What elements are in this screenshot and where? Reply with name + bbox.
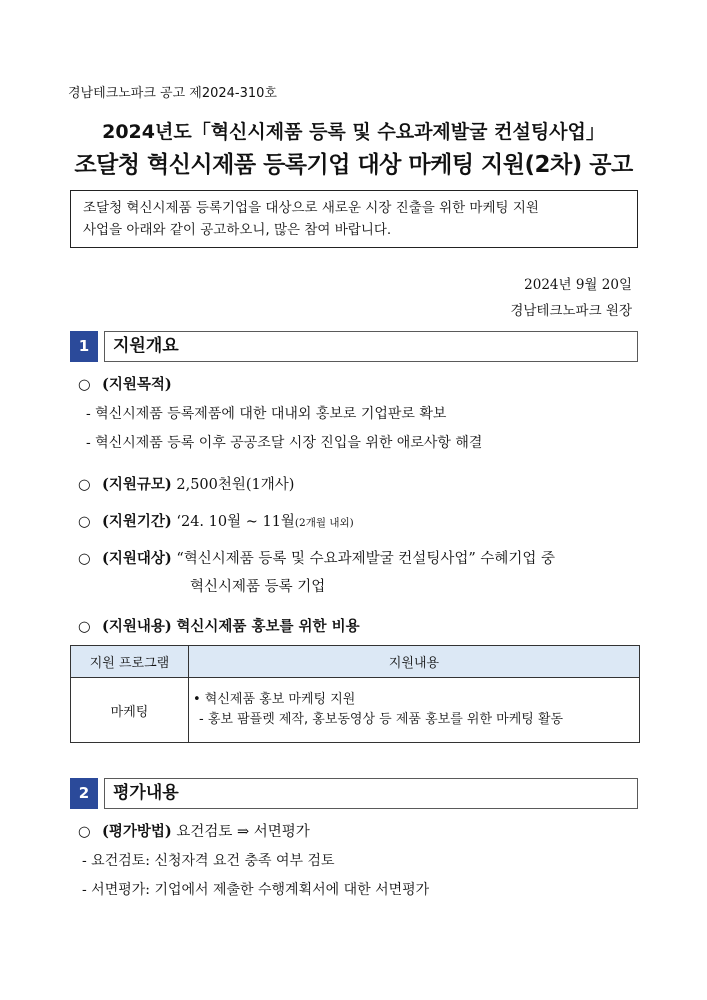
bullet: ○ bbox=[78, 619, 91, 635]
detail-line: - 홍보 팜플렛 제작, 홍보동영상 등 제품 홍보를 위한 마케팅 활동 bbox=[199, 712, 564, 727]
issuer-name: 경남테크노파크 원장 bbox=[510, 303, 632, 319]
evaluation-sub-item: - 서면평가: 기업에서 제출한 수행계획서에 대한 서면평가 bbox=[82, 882, 430, 898]
intro-line: 사업을 아래와 같이 공고하오니, 많은 참여 바랍니다. bbox=[83, 222, 392, 238]
bullet: ○ bbox=[78, 477, 91, 493]
bullet: ○ bbox=[78, 514, 91, 530]
purpose-label: (지원목적) bbox=[102, 376, 172, 393]
section-number: 1 bbox=[70, 331, 98, 362]
notice-date: 2024년 9월 20일 bbox=[524, 277, 632, 293]
content-value: 혁신시제품 홍보를 위한 비용 bbox=[176, 618, 360, 635]
period-value: ‘24. 10월 ~ 11월 bbox=[176, 514, 295, 530]
support-program-table bbox=[70, 645, 640, 743]
target-value: “혁신시제품 등록 및 수요과제발굴 컨설팅사업” 수혜기업 중 bbox=[176, 551, 556, 567]
section-1-header bbox=[70, 331, 638, 362]
bullet: ○ bbox=[78, 824, 91, 840]
scale-label: (지원규모) bbox=[102, 476, 172, 493]
detail-line: • 혁신제품 홍보 마케팅 지원 bbox=[193, 692, 356, 707]
notice-title-sub: 조달청 혁신시제품 등록기업 대상 마케팅 지원(2차) 공고 bbox=[74, 152, 633, 178]
section-number: 2 bbox=[70, 778, 98, 809]
purpose-item bbox=[78, 373, 172, 394]
method-label: (평가방법) bbox=[102, 823, 172, 840]
period-label: (지원기간) bbox=[102, 513, 172, 530]
intro-box bbox=[70, 190, 638, 248]
target-item bbox=[78, 547, 555, 568]
content-label: (지원내용) bbox=[102, 618, 172, 635]
table-header: 지원 프로그램 bbox=[71, 646, 189, 678]
section-title: 지원개요 bbox=[104, 331, 638, 362]
program-cell: 마케팅 bbox=[71, 678, 189, 743]
target-continuation: 혁신시제품 등록 기업 bbox=[190, 579, 326, 595]
period-note: (2개월 내외) bbox=[294, 517, 354, 529]
scale-item bbox=[78, 473, 294, 494]
bullet: ○ bbox=[78, 377, 91, 393]
section-2-header bbox=[70, 778, 638, 809]
period-item bbox=[78, 510, 354, 531]
target-label: (지원대상) bbox=[102, 550, 172, 567]
purpose-sub-item: - 혁신시제품 등록 이후 공공조달 시장 진입을 위한 애로사항 해결 bbox=[86, 435, 483, 451]
table-row bbox=[71, 678, 640, 743]
notice-title-main: 2024년도「혁신시제품 등록 및 수요과제발굴 컨설팅사업」 bbox=[102, 121, 605, 143]
bullet: ○ bbox=[78, 551, 91, 567]
evaluation-sub-item: - 요건검토: 신청자격 요건 충족 여부 검토 bbox=[82, 853, 335, 869]
purpose-sub-item: - 혁신시제품 등록제품에 대한 대내외 홍보로 기업판로 확보 bbox=[86, 406, 447, 422]
table-header-row bbox=[71, 646, 640, 678]
scale-value: 2,500천원(1개사) bbox=[176, 477, 295, 493]
section-title: 평가내용 bbox=[104, 778, 638, 809]
table-header: 지원내용 bbox=[189, 646, 640, 678]
notice-number: 경남테크노파크 공고 제2024-310호 bbox=[68, 86, 277, 101]
method-value: 요건검토 ⇒ 서면평가 bbox=[176, 824, 310, 840]
intro-line: 조달청 혁신시제품 등록기업을 대상으로 새로운 시장 진출을 위한 마케팅 지원 bbox=[83, 200, 539, 216]
content-item bbox=[78, 615, 360, 636]
detail-cell bbox=[189, 678, 640, 743]
method-item bbox=[78, 820, 310, 841]
